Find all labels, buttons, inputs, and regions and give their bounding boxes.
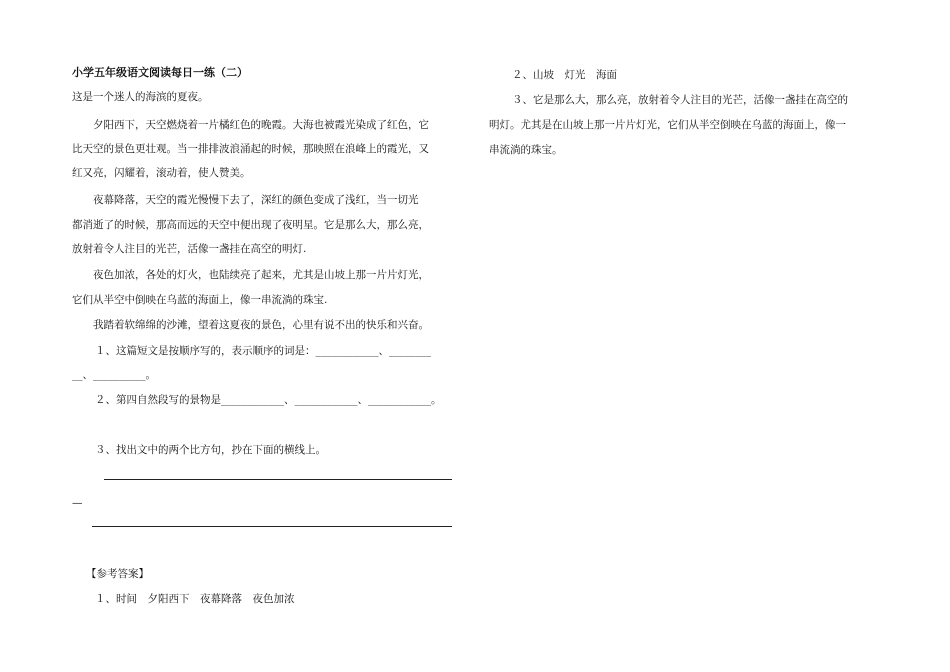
passage-line: 比天空的景色更壮观。当一排排波浪涌起的时候，那映照在浪峰上的霞光，又 <box>72 143 429 155</box>
question-3: ３、找出文中的两个比方句，抄在下面的横线上。 <box>95 444 326 456</box>
passage-line: 我踏着软绵绵的沙滩，望着这夏夜的景色，心里有说不出的快乐和兴奋。 <box>93 319 429 331</box>
answer-3-line: 明灯。尤其是在山坡上那一片片灯光，它们从半空倒映在乌蓝的海面上，像一 <box>489 119 846 131</box>
passage-line: 夜色加浓，各处的灯火，也陆续亮了起来，尤其是山坡上那一片片灯光， <box>93 269 429 281</box>
question-1: １、这篇短文是按顺序写的，表示顺序的词是：____________、________ <box>95 345 431 357</box>
passage-line: 它们从半空中倒映在乌蓝的海面上，像一串流淌的珠宝. <box>72 294 328 306</box>
passage-line: 夕阳西下，天空燃烧着一片橘红色的晚霞。大海也被霞光染成了红色，它 <box>93 119 429 131</box>
question-1-continued: __、__________。 <box>72 369 156 381</box>
worksheet-title: 小学五年级语文阅读每日一练（二） <box>72 66 248 79</box>
answer-3-line: ３、它是那么大，那么亮，放射着令人注目的光芒，活像一盏挂在高空的 <box>512 94 848 106</box>
answer-3-line: 串流淌的珠宝。 <box>489 144 563 156</box>
passage-line: 夜幕降落，天空的霞光慢慢下去了，深红的颜色变成了浅红，当一切光 <box>93 194 419 206</box>
passage-line: 都消逝了的时候，那高而远的天空中便出现了夜明星。它是那么大，那么亮， <box>72 219 429 231</box>
answer-line[interactable] <box>104 479 452 480</box>
answer-line-fragment: — <box>72 497 83 509</box>
answer-line[interactable] <box>92 526 452 527</box>
answer-key-heading: 【参考答案】 <box>86 568 149 580</box>
passage-line: 放射着令人注目的光芒，活像一盏挂在高空的明灯. <box>72 243 307 255</box>
answer-2: ２、山坡 灯光 海面 <box>512 69 617 81</box>
answer-1: １、时间 夕阳西下 夜幕降落 夜色加浓 <box>95 593 295 605</box>
passage-line: 这是一个迷人的海滨的夏夜。 <box>72 91 209 103</box>
question-2: ２、第四自然段写的景物是____________、____________、____________。 <box>95 394 442 406</box>
passage-line: 红又亮，闪耀着，滚动着，使人赞美。 <box>72 167 251 179</box>
